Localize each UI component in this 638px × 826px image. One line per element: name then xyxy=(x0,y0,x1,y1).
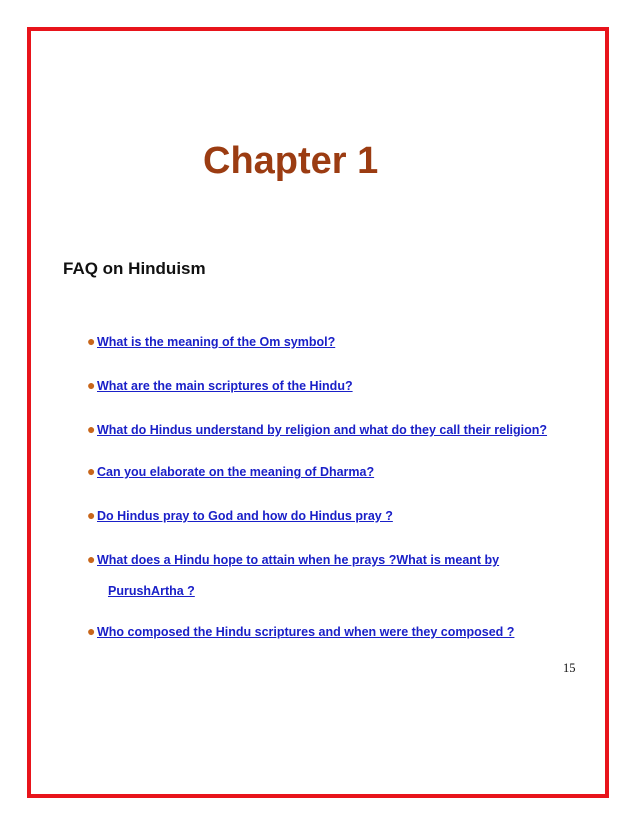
faq-link-purushartha[interactable]: What does a Hindu hope to attain when he prays ?What is meant by xyxy=(97,553,500,567)
faq-link-composed[interactable]: Who composed the Hindu scriptures and when were they composed ? xyxy=(97,625,515,639)
bullet-icon: ● xyxy=(87,551,96,567)
faq-item xyxy=(87,507,393,523)
faq-item xyxy=(87,333,335,349)
faq-link-religion[interactable]: What do Hindus understand by religion and what do they call their religion? xyxy=(97,423,548,437)
bullet-icon: ● xyxy=(87,333,96,349)
page-number: 15 xyxy=(563,661,576,675)
chapter-title: Chapter 1 xyxy=(203,140,379,182)
faq-link-main-scriptures[interactable]: What are the main scriptures of the Hindu? xyxy=(97,379,353,393)
faq-link-pray[interactable]: Do Hindus pray to God and how do Hindus pray ? xyxy=(97,509,393,523)
faq-item xyxy=(87,463,374,479)
bullet-icon: ● xyxy=(87,623,96,639)
section-title: FAQ on Hinduism xyxy=(63,259,206,278)
faq-item xyxy=(87,551,500,598)
faq-link-om-symbol[interactable]: What is the meaning of the Om symbol? xyxy=(97,335,336,349)
faq-link-purushartha-continuation[interactable]: PurushArtha ? xyxy=(108,584,195,598)
faq-item xyxy=(87,623,514,639)
bullet-icon: ● xyxy=(87,377,96,393)
faq-link-dharma[interactable]: Can you elaborate on the meaning of Dharma? xyxy=(97,465,375,479)
bullet-icon: ● xyxy=(87,507,96,523)
bullet-icon: ● xyxy=(87,463,96,479)
faq-item xyxy=(87,421,547,437)
faq-item xyxy=(87,377,353,393)
bullet-icon: ● xyxy=(87,421,96,437)
